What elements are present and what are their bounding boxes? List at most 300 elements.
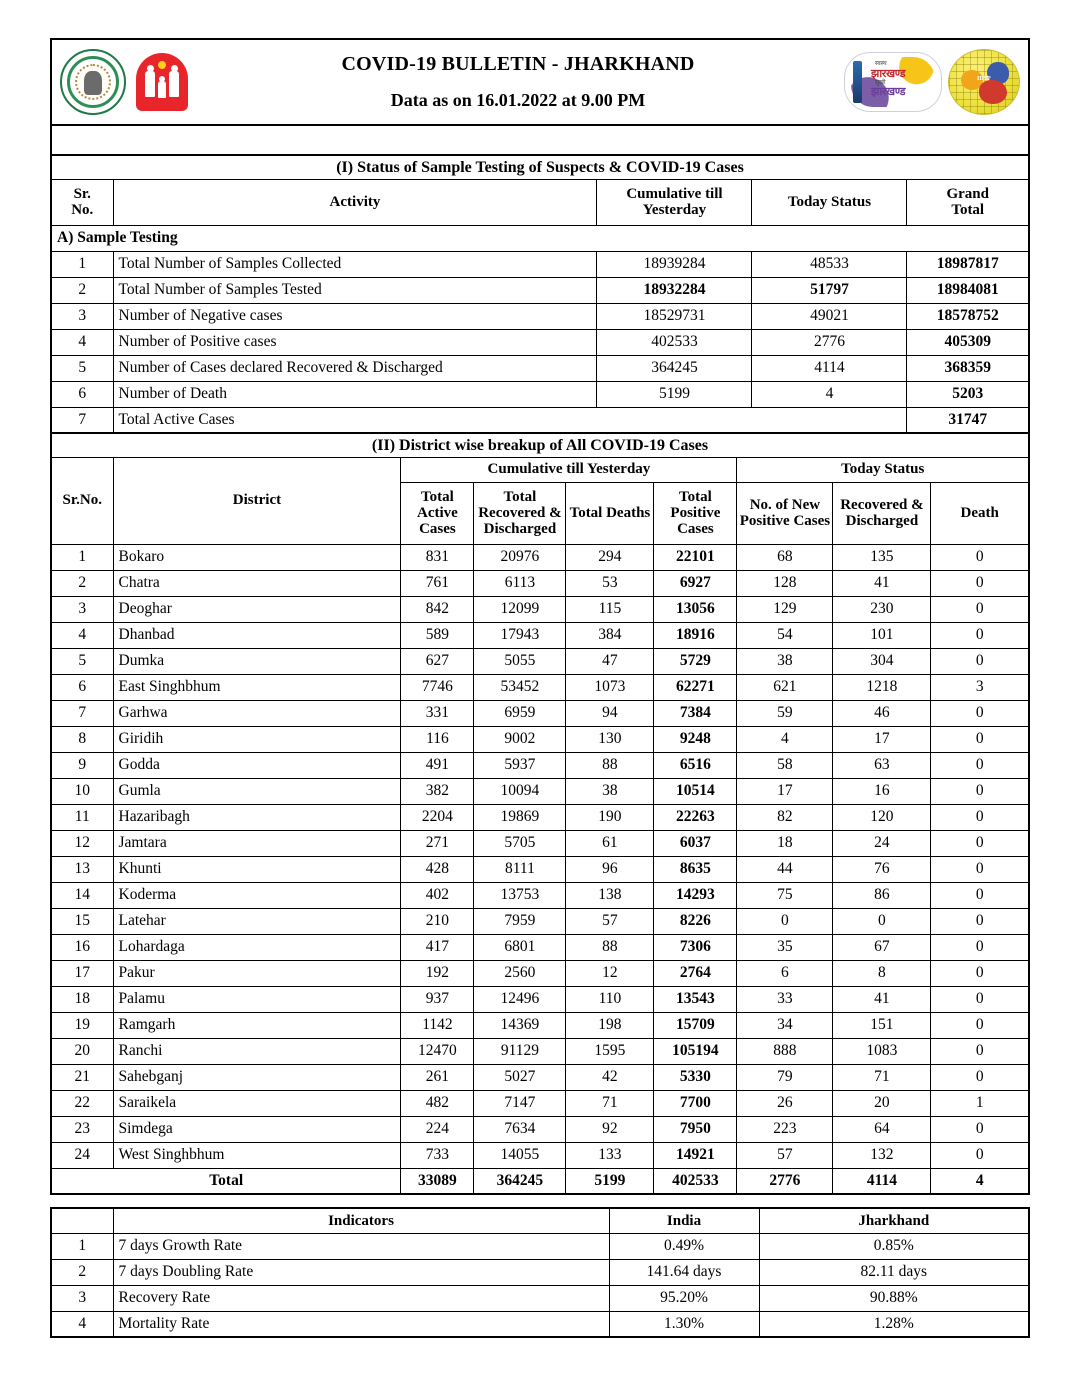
row-today-death: 0 [931, 1038, 1029, 1064]
row-total-positive: 2764 [654, 960, 737, 986]
row-sr: 2 [51, 1259, 113, 1285]
national-health-mission-icon [132, 49, 192, 115]
row-cumulative: 18932284 [597, 277, 752, 303]
row-total-positive: 14293 [654, 882, 737, 908]
row-today-death: 0 [931, 726, 1029, 752]
row-district: Dumka [113, 648, 401, 674]
row-total-recovered: 7959 [474, 908, 566, 934]
row-sr: 24 [51, 1142, 113, 1168]
globe-label: IDSP [977, 76, 991, 82]
section2-title: (II) District wise breakup of All COVID-19 Cases [51, 433, 1029, 458]
row-total-positive: 5729 [654, 648, 737, 674]
col-header-india: India [609, 1208, 759, 1233]
row-total-deaths: 96 [566, 856, 654, 882]
row-sr: 14 [51, 882, 113, 908]
row-new-positive: 17 [737, 778, 833, 804]
row-today-recovered: 0 [833, 908, 931, 934]
row-total-deaths: 47 [566, 648, 654, 674]
total-recovered: 364245 [474, 1168, 566, 1194]
row-activity: Total Number of Samples Collected [113, 251, 597, 277]
row-total-deaths: 38 [566, 778, 654, 804]
row-total-active: 261 [401, 1064, 474, 1090]
row-today-death: 0 [931, 1012, 1029, 1038]
row-today-recovered: 86 [833, 882, 931, 908]
row-today-recovered: 46 [833, 700, 931, 726]
row-total-active: 627 [401, 648, 474, 674]
row-cumulative: 18529731 [597, 303, 752, 329]
row-sr: 7 [51, 700, 113, 726]
table-row [51, 277, 1029, 303]
district-breakup-table [50, 432, 1030, 1196]
table-row [51, 830, 1029, 856]
row-today: 4 [752, 381, 907, 407]
row-district: Bokaro [113, 544, 401, 570]
row-new-positive: 58 [737, 752, 833, 778]
row-new-positive: 621 [737, 674, 833, 700]
row-total-recovered: 5055 [474, 648, 566, 674]
row-sr: 19 [51, 1012, 113, 1038]
row-sr: 2 [51, 570, 113, 596]
col-header-today-recovered: Recovered & Discharged [833, 482, 931, 544]
row-district: Ramgarh [113, 1012, 401, 1038]
row-today-recovered: 76 [833, 856, 931, 882]
row-district: Chatra [113, 570, 401, 596]
row-total-positive: 62271 [654, 674, 737, 700]
row-cumulative: 364245 [597, 355, 752, 381]
table-row [51, 381, 1029, 407]
col-header-today-status: Today Status [752, 179, 907, 225]
row-sr: 23 [51, 1116, 113, 1142]
row-today-death: 0 [931, 752, 1029, 778]
table-row [51, 1285, 1029, 1311]
col-header-sr-no: Sr. No. [51, 179, 113, 225]
row-today-death: 0 [931, 830, 1029, 856]
row-sr: 9 [51, 752, 113, 778]
row-new-positive: 18 [737, 830, 833, 856]
jharkhand-tagline-2: सुखी [875, 80, 886, 86]
row-total-deaths: 12 [566, 960, 654, 986]
row-today-recovered: 1218 [833, 674, 931, 700]
row-today-death: 0 [931, 856, 1029, 882]
table-row [51, 1012, 1029, 1038]
table-row [51, 1116, 1029, 1142]
row-sr: 10 [51, 778, 113, 804]
table-row [51, 596, 1029, 622]
row-total-active: 210 [401, 908, 474, 934]
row-today-recovered: 41 [833, 570, 931, 596]
row-cumulative: 18939284 [597, 251, 752, 277]
table-row [51, 622, 1029, 648]
table-row [51, 934, 1029, 960]
row-total-recovered: 6113 [474, 570, 566, 596]
row-grand: 5203 [907, 381, 1029, 407]
col-header-activity: Activity [113, 179, 597, 225]
page-title: COVID-19 BULLETIN - JHARKHAND [341, 53, 695, 76]
row-activity: Number of Positive cases [113, 329, 597, 355]
row-total-deaths: 88 [566, 752, 654, 778]
right-logo-group [836, 49, 1028, 115]
col-header-today-death: Death [931, 482, 1029, 544]
row-district: Garhwa [113, 700, 401, 726]
row-sr: 21 [51, 1064, 113, 1090]
row-today-recovered: 132 [833, 1142, 931, 1168]
row-india-value: 141.64 days [609, 1259, 759, 1285]
table-row [51, 752, 1029, 778]
table-row [51, 804, 1029, 830]
row-total-positive: 6037 [654, 830, 737, 856]
row-sr: 3 [51, 596, 113, 622]
table-row [51, 986, 1029, 1012]
row-today-recovered: 1083 [833, 1038, 931, 1064]
row-total-positive: 9248 [654, 726, 737, 752]
row-new-positive: 59 [737, 700, 833, 726]
row-today-death: 3 [931, 674, 1029, 700]
row-sr: 11 [51, 804, 113, 830]
table-row [51, 1259, 1029, 1285]
row-total-recovered: 5705 [474, 830, 566, 856]
table-row [51, 1090, 1029, 1116]
row-today-recovered: 24 [833, 830, 931, 856]
row-district: Simdega [113, 1116, 401, 1142]
row-india-value: 0.49% [609, 1233, 759, 1259]
table-row [51, 648, 1029, 674]
row-total-deaths: 92 [566, 1116, 654, 1142]
row-district: Saraikela [113, 1090, 401, 1116]
row-jharkhand-value: 1.28% [759, 1311, 1029, 1337]
row-district: Gumla [113, 778, 401, 804]
row-today-recovered: 63 [833, 752, 931, 778]
row-total-deaths: 115 [566, 596, 654, 622]
left-logo-group [52, 49, 200, 115]
row-today-death: 0 [931, 1064, 1029, 1090]
row-total-deaths: 190 [566, 804, 654, 830]
district-total-row [51, 1168, 1029, 1194]
row-total-recovered: 12496 [474, 986, 566, 1012]
row-today-death: 0 [931, 648, 1029, 674]
row-today-recovered: 64 [833, 1116, 931, 1142]
row-total-positive: 15709 [654, 1012, 737, 1038]
sample-testing-table [50, 154, 1030, 435]
jharkhand-text-2: झारखण्ड [871, 86, 906, 98]
row-today-death: 0 [931, 986, 1029, 1012]
jharkhand-tagline-1: स्वस्थ [875, 61, 887, 67]
row-today: 2776 [752, 329, 907, 355]
row-total-deaths: 1595 [566, 1038, 654, 1064]
row-sr: 3 [51, 303, 113, 329]
row-total-recovered: 10094 [474, 778, 566, 804]
row-today-death: 0 [931, 908, 1029, 934]
row-total-deaths: 130 [566, 726, 654, 752]
row-new-positive: 38 [737, 648, 833, 674]
row-total-positive: 7950 [654, 1116, 737, 1142]
row-sr: 6 [51, 674, 113, 700]
row-total-positive: 22101 [654, 544, 737, 570]
row-today-death: 0 [931, 622, 1029, 648]
col-header-total-positive: Total Positive Cases [654, 482, 737, 544]
row-total-positive: 105194 [654, 1038, 737, 1064]
row-total-positive: 7700 [654, 1090, 737, 1116]
row-sr: 12 [51, 830, 113, 856]
total-label: Total [51, 1168, 401, 1194]
row-grand: 18987817 [907, 251, 1029, 277]
row-total-deaths: 110 [566, 986, 654, 1012]
row-sr: 17 [51, 960, 113, 986]
row-new-positive: 82 [737, 804, 833, 830]
row-total-active: 937 [401, 986, 474, 1012]
row-total-deaths: 384 [566, 622, 654, 648]
row-sr: 4 [51, 622, 113, 648]
row-total-active: 192 [401, 960, 474, 986]
row-district: Godda [113, 752, 401, 778]
row-total-deaths: 53 [566, 570, 654, 596]
row-total-active: 331 [401, 700, 474, 726]
row-total-deaths: 42 [566, 1064, 654, 1090]
total-deaths: 5199 [566, 1168, 654, 1194]
idsp-globe-icon [948, 49, 1020, 115]
row-new-positive: 0 [737, 908, 833, 934]
row-today-recovered: 120 [833, 804, 931, 830]
row-today-recovered: 20 [833, 1090, 931, 1116]
table-row [51, 544, 1029, 570]
row-total-active: 1142 [401, 1012, 474, 1038]
row-sr: 2 [51, 277, 113, 303]
row-today-death: 0 [931, 1116, 1029, 1142]
row-indicator: 7 days Doubling Rate [113, 1259, 609, 1285]
row-sr: 1 [51, 251, 113, 277]
row-sr: 4 [51, 329, 113, 355]
row-total-recovered: 17943 [474, 622, 566, 648]
row-grand: 18578752 [907, 303, 1029, 329]
row-district: East Singhbhum [113, 674, 401, 700]
row-today: 51797 [752, 277, 907, 303]
row-activity: Number of Cases declared Recovered & Discharged [113, 355, 597, 381]
row-sr: 18 [51, 986, 113, 1012]
total-positive: 402533 [654, 1168, 737, 1194]
row-district: Lohardaga [113, 934, 401, 960]
swasth-jharkhand-icon [844, 52, 942, 112]
row-district: West Singhbhum [113, 1142, 401, 1168]
row-today-death: 0 [931, 544, 1029, 570]
table-row [51, 726, 1029, 752]
row-total-recovered: 7634 [474, 1116, 566, 1142]
row-today-recovered: 151 [833, 1012, 931, 1038]
row-sr: 5 [51, 355, 113, 381]
row-indicator: Mortality Rate [113, 1311, 609, 1337]
table-row [51, 674, 1029, 700]
table-row [51, 1064, 1029, 1090]
row-today-death: 0 [931, 1142, 1029, 1168]
row-total-recovered: 20976 [474, 544, 566, 570]
row-new-positive: 6 [737, 960, 833, 986]
row-total-recovered: 19869 [474, 804, 566, 830]
row-grand: 368359 [907, 355, 1029, 381]
row-indicator: 7 days Growth Rate [113, 1233, 609, 1259]
row-sr: 22 [51, 1090, 113, 1116]
row-grand: 405309 [907, 329, 1029, 355]
row-total-positive: 8226 [654, 908, 737, 934]
table-row [51, 1233, 1029, 1259]
row-total-recovered: 53452 [474, 674, 566, 700]
row-sr: 5 [51, 648, 113, 674]
row-today-death: 0 [931, 882, 1029, 908]
row-sr: 1 [51, 1233, 113, 1259]
table-row [51, 908, 1029, 934]
indicators-table [50, 1207, 1030, 1338]
row-total-deaths: 71 [566, 1090, 654, 1116]
row-total-deaths: 198 [566, 1012, 654, 1038]
row-total-active: 402 [401, 882, 474, 908]
row-district: Sahebganj [113, 1064, 401, 1090]
col-header-total-recovered: Total Recovered & Discharged [474, 482, 566, 544]
row-new-positive: 75 [737, 882, 833, 908]
row-jharkhand-value: 0.85% [759, 1233, 1029, 1259]
row-new-positive: 888 [737, 1038, 833, 1064]
row-today: 49021 [752, 303, 907, 329]
row-activity: Number of Negative cases [113, 303, 597, 329]
total-today-death: 4 [931, 1168, 1029, 1194]
group-header-cumulative: Cumulative till Yesterday [401, 457, 737, 482]
row-sr: 3 [51, 1285, 113, 1311]
row-new-positive: 57 [737, 1142, 833, 1168]
row-grand: 18984081 [907, 277, 1029, 303]
row-new-positive: 129 [737, 596, 833, 622]
row-cumulative: 5199 [597, 381, 752, 407]
row-total-deaths: 1073 [566, 674, 654, 700]
group-header-today: Today Status [737, 457, 1029, 482]
row-jharkhand-value: 90.88% [759, 1285, 1029, 1311]
row-sr: 4 [51, 1311, 113, 1337]
government-emblem-icon [60, 49, 126, 115]
table-row [51, 700, 1029, 726]
row-today-recovered: 41 [833, 986, 931, 1012]
table-row [51, 355, 1029, 381]
col-header-total-deaths: Total Deaths [566, 482, 654, 544]
row-total-active: 761 [401, 570, 474, 596]
row-total-active: 733 [401, 1142, 474, 1168]
row-total-deaths: 57 [566, 908, 654, 934]
row-sr: 15 [51, 908, 113, 934]
row-total-recovered: 2560 [474, 960, 566, 986]
row-today: 48533 [752, 251, 907, 277]
row-total-positive: 18916 [654, 622, 737, 648]
row-today-recovered: 230 [833, 596, 931, 622]
row-district: Giridih [113, 726, 401, 752]
row-grand: 31747 [907, 407, 1029, 433]
col-header-total-active: Total Active Cases [401, 482, 474, 544]
row-total-active: 491 [401, 752, 474, 778]
row-new-positive: 4 [737, 726, 833, 752]
group-label-sample-testing: A) Sample Testing [51, 225, 1029, 251]
col-header-jharkhand: Jharkhand [759, 1208, 1029, 1233]
row-total-active: 271 [401, 830, 474, 856]
row-today-death: 0 [931, 596, 1029, 622]
row-total-active: 417 [401, 934, 474, 960]
row-sr: 6 [51, 381, 113, 407]
row-sr: 20 [51, 1038, 113, 1064]
row-total-positive: 6516 [654, 752, 737, 778]
jharkhand-text-1: झारखण्ड [871, 68, 906, 80]
row-today: 4114 [752, 355, 907, 381]
row-india-value: 95.20% [609, 1285, 759, 1311]
header-title-block [200, 54, 836, 110]
row-total-positive: 10514 [654, 778, 737, 804]
row-total-recovered: 7147 [474, 1090, 566, 1116]
table-row [51, 1142, 1029, 1168]
row-today-death: 0 [931, 700, 1029, 726]
row-total-deaths: 133 [566, 1142, 654, 1168]
row-district: Koderma [113, 882, 401, 908]
table-row [51, 856, 1029, 882]
row-district: Jamtara [113, 830, 401, 856]
row-today-death: 0 [931, 778, 1029, 804]
table-row [51, 1311, 1029, 1337]
row-today-recovered: 17 [833, 726, 931, 752]
row-total-active: 382 [401, 778, 474, 804]
row-total-positive: 8635 [654, 856, 737, 882]
row-new-positive: 26 [737, 1090, 833, 1116]
row-sr: 1 [51, 544, 113, 570]
row-new-positive: 34 [737, 1012, 833, 1038]
row-today-recovered: 8 [833, 960, 931, 986]
row-total-active: 12470 [401, 1038, 474, 1064]
col-header-indicators: Indicators [113, 1208, 609, 1233]
row-total-deaths: 61 [566, 830, 654, 856]
col-header-sr-no: Sr.No. [51, 457, 113, 544]
page-subtitle: Data as on 16.01.2022 at 9.00 PM [390, 90, 646, 111]
row-new-positive: 223 [737, 1116, 833, 1142]
table-row [51, 570, 1029, 596]
row-sr: 7 [51, 407, 113, 433]
row-total-recovered: 9002 [474, 726, 566, 752]
row-district: Dhanbad [113, 622, 401, 648]
row-total-positive: 7384 [654, 700, 737, 726]
row-new-positive: 35 [737, 934, 833, 960]
row-today-death: 1 [931, 1090, 1029, 1116]
table-row [51, 407, 1029, 433]
row-total-recovered: 5937 [474, 752, 566, 778]
row-total-deaths: 88 [566, 934, 654, 960]
row-today-death: 0 [931, 804, 1029, 830]
row-today-recovered: 71 [833, 1064, 931, 1090]
row-total-positive: 7306 [654, 934, 737, 960]
row-district: Deoghar [113, 596, 401, 622]
row-today-death: 0 [931, 934, 1029, 960]
row-new-positive: 128 [737, 570, 833, 596]
table-row [51, 329, 1029, 355]
col-header-district: District [113, 457, 401, 544]
row-today-recovered: 135 [833, 544, 931, 570]
row-today-death: 0 [931, 570, 1029, 596]
row-new-positive: 79 [737, 1064, 833, 1090]
row-total-active: 482 [401, 1090, 474, 1116]
row-today-recovered: 304 [833, 648, 931, 674]
row-total-active: 842 [401, 596, 474, 622]
row-activity: Total Number of Samples Tested [113, 277, 597, 303]
total-new-positive: 2776 [737, 1168, 833, 1194]
row-total-deaths: 138 [566, 882, 654, 908]
row-jharkhand-value: 82.11 days [759, 1259, 1029, 1285]
row-cumulative: 402533 [597, 329, 752, 355]
row-sr: 13 [51, 856, 113, 882]
row-sr: 16 [51, 934, 113, 960]
row-total-deaths: 94 [566, 700, 654, 726]
row-new-positive: 68 [737, 544, 833, 570]
row-total-positive: 13543 [654, 986, 737, 1012]
indicators-corner-cell [51, 1208, 113, 1233]
row-district: Latehar [113, 908, 401, 934]
section1-title: (I) Status of Sample Testing of Suspects & COVID-19 Cases [51, 155, 1029, 180]
row-total-active: 224 [401, 1116, 474, 1142]
